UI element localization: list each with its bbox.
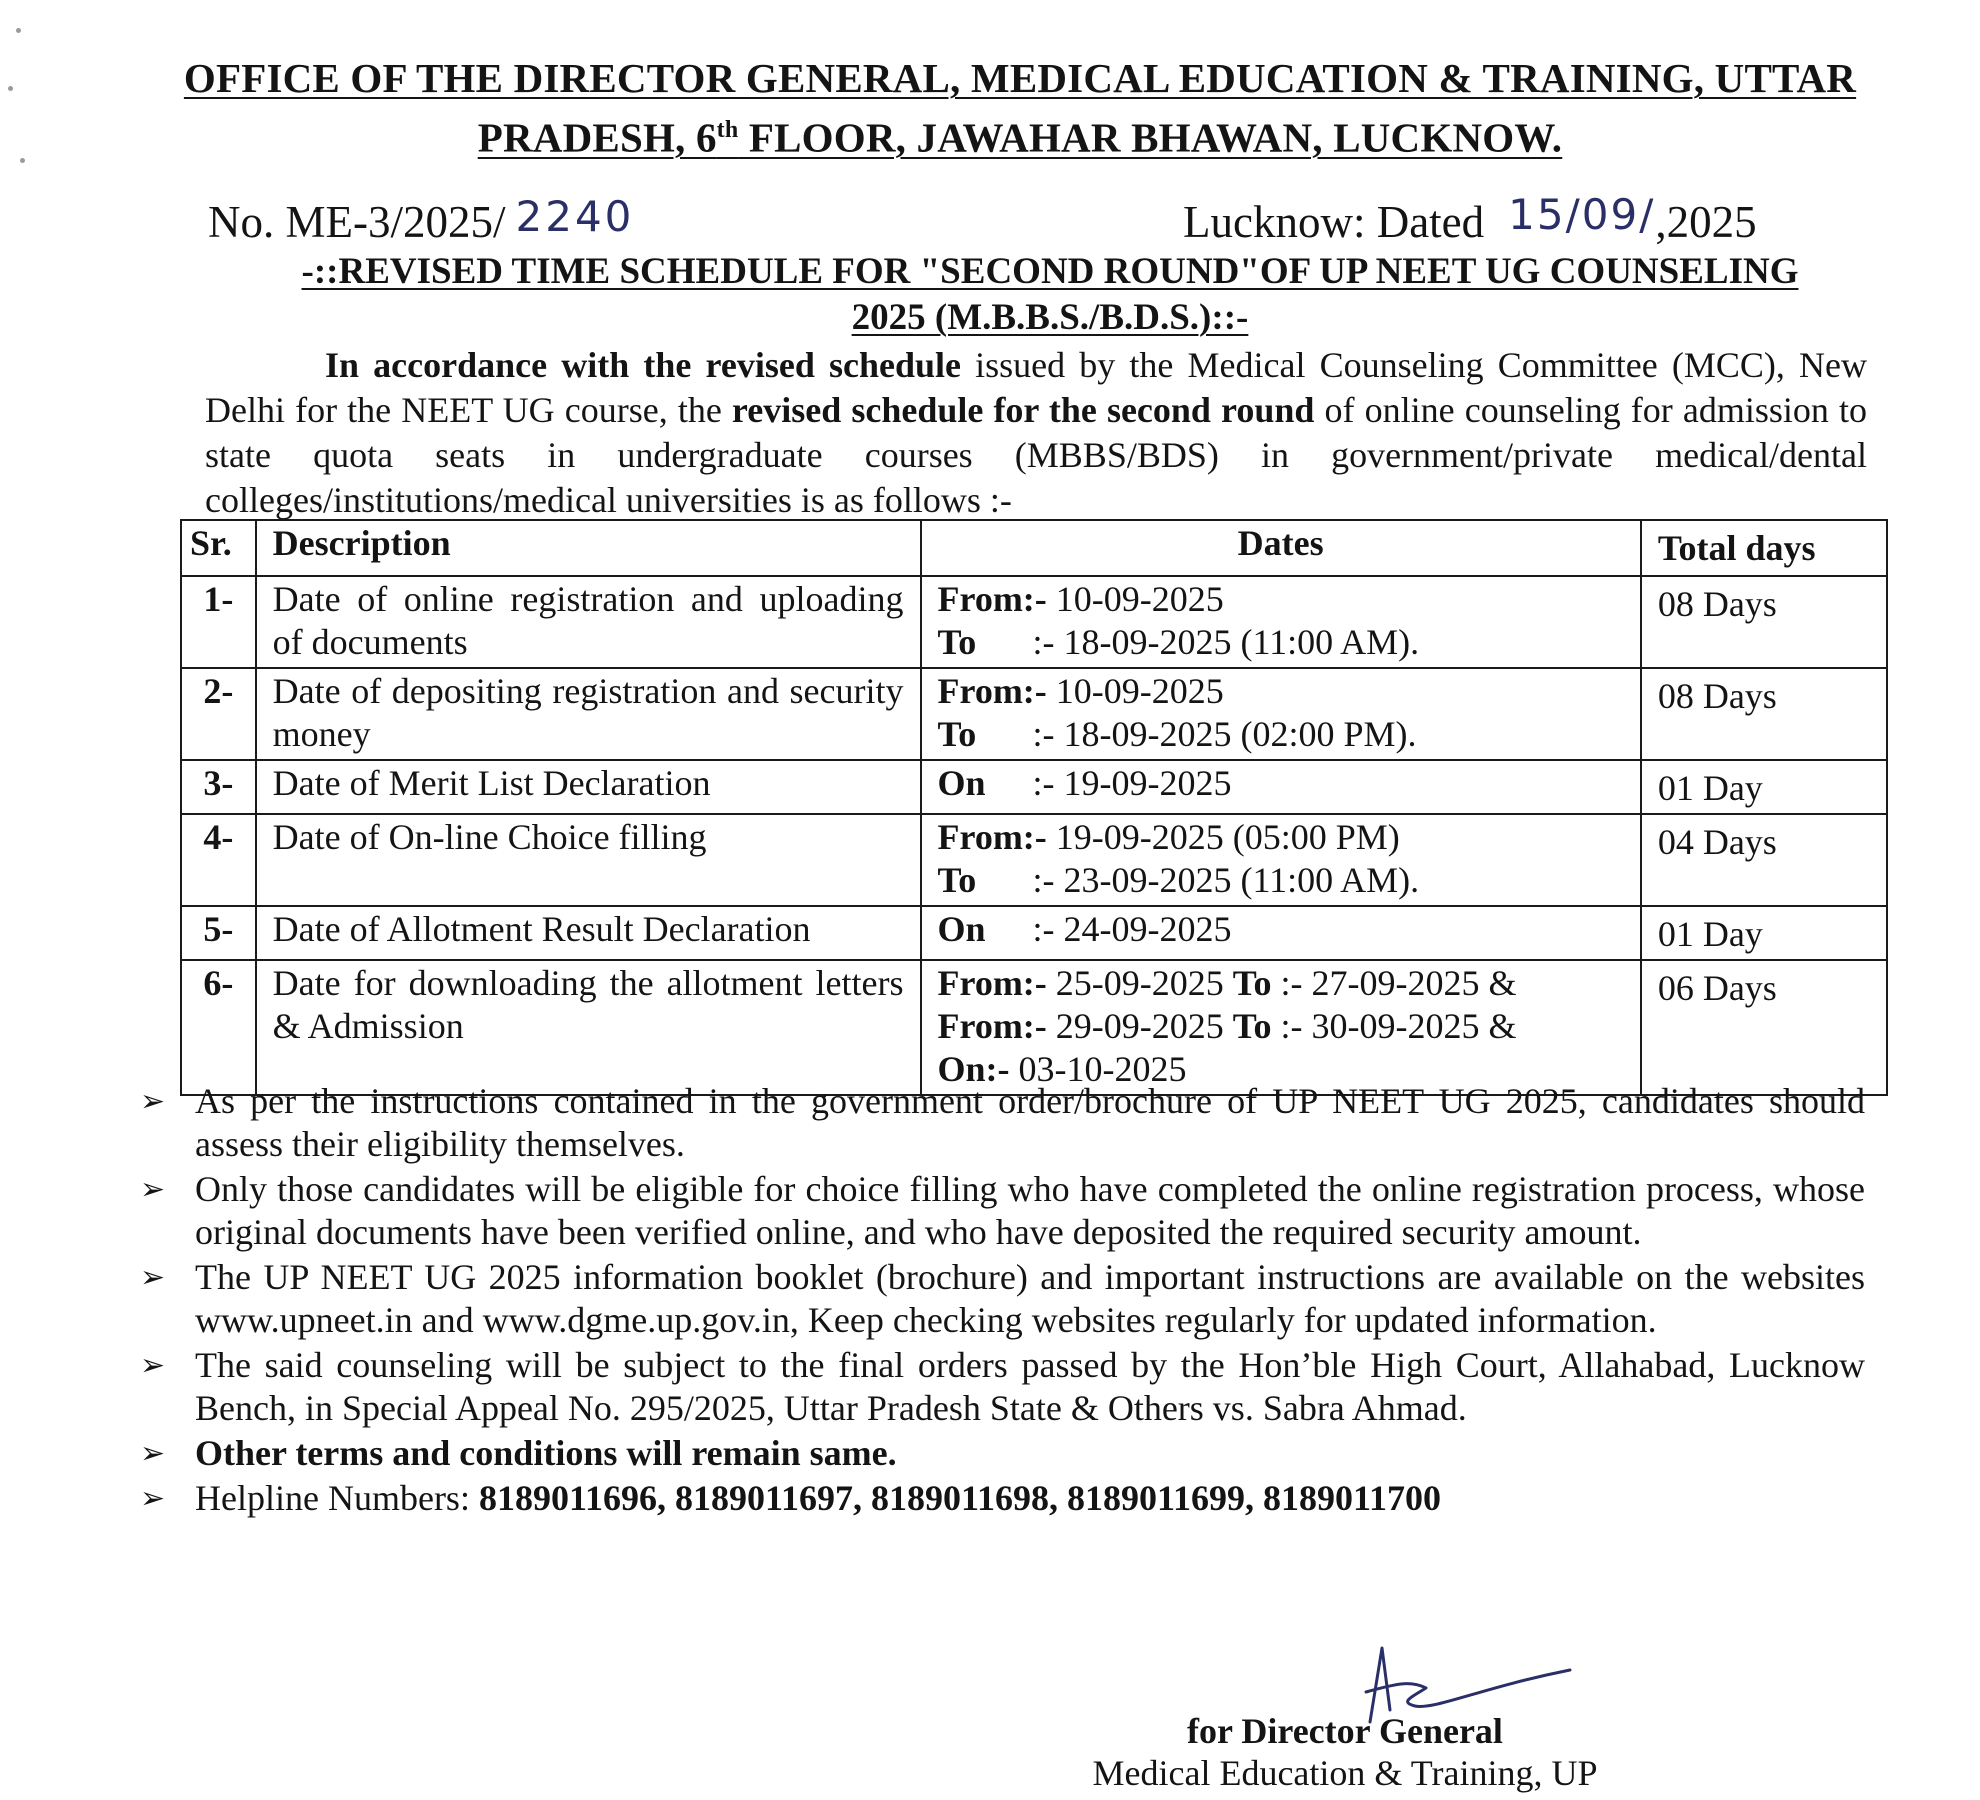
row-sr: 4- bbox=[181, 814, 256, 906]
table-row bbox=[181, 576, 1887, 668]
row-dates: From:- 19-09-2025 (05:00 PM) To :- 23-09-2025 (11:00 AM). bbox=[921, 814, 1641, 906]
handwritten-number: 2240 bbox=[515, 192, 635, 241]
office-header-line1: OFFICE OF THE DIRECTOR GENERAL, MEDICAL EDUCATION & TRAINING, UTTAR bbox=[183, 55, 1857, 101]
row-description: Date of online registration and uploading of documents bbox=[256, 576, 921, 668]
row-dates: On :- 19-09-2025 bbox=[921, 760, 1641, 814]
header-total-days: Total days bbox=[1641, 520, 1887, 576]
reference-number: No. ME-3/2025/ 2240 bbox=[208, 192, 635, 247]
table-header-row bbox=[181, 520, 1887, 576]
row-description: Date of Allotment Result Declaration bbox=[256, 906, 921, 960]
subject-line1: -::REVISED TIME SCHEDULE FOR "SECOND ROUND"OF UP NEET UG COUNSELING bbox=[301, 251, 1799, 292]
row-sr: 2- bbox=[181, 668, 256, 760]
intro-paragraph: In accordance with the revised schedule issued by the Medical Counseling Committee (MCC), New Delhi for the NEET UG course, the revised schedule for the second round of online counseling for admission to state quota seats in undergraduate courses (MBBS/BDS) in government/private medical/dental colleges/institutions/medical universities is as follows :- bbox=[205, 345, 1868, 520]
scan-mark bbox=[16, 28, 21, 33]
row-description: Date of On-line Choice filling bbox=[256, 814, 921, 906]
list-item: ➢ Other terms and conditions will remain same. bbox=[140, 1433, 897, 1473]
table-row bbox=[181, 668, 1887, 760]
office-header-line2: PRADESH, 6th FLOOR, JAWAHAR BHAWAN, LUCKNOW. bbox=[477, 114, 1563, 161]
table-row bbox=[181, 760, 1887, 814]
row-days: 04 Days bbox=[1641, 814, 1887, 906]
list-item: ➢ As per the instructions contained in the government order/brochure of UP NEET UG 2025, candidates should assess their eligibility themselves. bbox=[140, 1081, 1865, 1164]
row-description: Date of Merit List Declaration bbox=[256, 760, 921, 814]
arrow-bullet-icon: ➢ bbox=[140, 1172, 166, 1207]
arrow-bullet-icon: ➢ bbox=[140, 1436, 166, 1471]
instructions-list bbox=[140, 1080, 1865, 1522]
signatory-title: for Director General bbox=[1187, 1711, 1503, 1751]
list-item: ➢ The said counseling will be subject to the final orders passed by the Hon’ble High Court, Allahabad, Lucknow Bench, in Special Appeal No. 295/2025, Uttar Pradesh State & Others vs. Sabra Ahmad. bbox=[140, 1345, 1865, 1428]
row-dates: From:- 25-09-2025 To :- 27-09-2025 & From:- 29-09-2025 To :- 30-09-2025 & On:- 03-10-2025 bbox=[921, 960, 1641, 1095]
arrow-bullet-icon: ➢ bbox=[140, 1084, 166, 1119]
table-row bbox=[181, 960, 1887, 1095]
scan-mark bbox=[20, 158, 25, 163]
row-days: 06 Days bbox=[1641, 960, 1887, 1095]
row-dates: On :- 24-09-2025 bbox=[921, 906, 1641, 960]
row-days: 01 Day bbox=[1641, 760, 1887, 814]
row-dates: From:- 10-09-2025 To :- 18-09-2025 (02:00 PM). bbox=[921, 668, 1641, 760]
row-days: 08 Days bbox=[1641, 576, 1887, 668]
header-description: Description bbox=[256, 520, 921, 576]
arrow-bullet-icon: ➢ bbox=[140, 1260, 166, 1295]
row-days: 08 Days bbox=[1641, 668, 1887, 760]
helpline-numbers: 8189011696, 8189011697, 8189011698, 8189011699, 8189011700 bbox=[478, 1478, 1442, 1518]
list-item-helpline: ➢ Helpline Numbers: 8189011696, 8189011697, 8189011698, 8189011699, 8189011700 bbox=[140, 1478, 1442, 1518]
list-item: ➢ The UP NEET UG 2025 information booklet (brochure) and important instructions are available on the websites www.upneet.in and www.dgme.up.gov.in, Keep checking websites regularly for updated information. bbox=[140, 1257, 1865, 1340]
row-days: 01 Day bbox=[1641, 906, 1887, 960]
row-dates: From:- 10-09-2025 To :- 18-09-2025 (11:00 AM). bbox=[921, 576, 1641, 668]
header-dates: Dates bbox=[921, 520, 1641, 576]
header-sr: Sr. bbox=[181, 520, 256, 576]
subject-line2: 2025 (M.B.B.S./B.D.S.)::- bbox=[851, 297, 1249, 338]
signatory-office: Medical Education & Training, UP bbox=[1092, 1753, 1598, 1793]
list-item: ➢ Only those candidates will be eligible for choice filling who have completed the online registration process, whose original documents have been verified online, and who have deposited the required security amount. bbox=[140, 1169, 1865, 1252]
dated-line: Lucknow: Dated 15/09/,2025 bbox=[1183, 190, 1757, 247]
schedule-table bbox=[180, 519, 1888, 1096]
row-description: Date for downloading the allotment letters & Admission bbox=[256, 960, 921, 1095]
row-sr: 5- bbox=[181, 906, 256, 960]
arrow-bullet-icon: ➢ bbox=[140, 1348, 166, 1383]
row-sr: 3- bbox=[181, 760, 256, 814]
row-sr: 1- bbox=[181, 576, 256, 668]
scan-mark bbox=[8, 86, 13, 91]
table-row bbox=[181, 814, 1887, 906]
arrow-bullet-icon: ➢ bbox=[140, 1481, 166, 1516]
table-row bbox=[181, 906, 1887, 960]
handwritten-date: 15/09/ bbox=[1508, 190, 1656, 239]
row-description: Date of depositing registration and security money bbox=[256, 668, 921, 760]
row-sr: 6- bbox=[181, 960, 256, 1095]
